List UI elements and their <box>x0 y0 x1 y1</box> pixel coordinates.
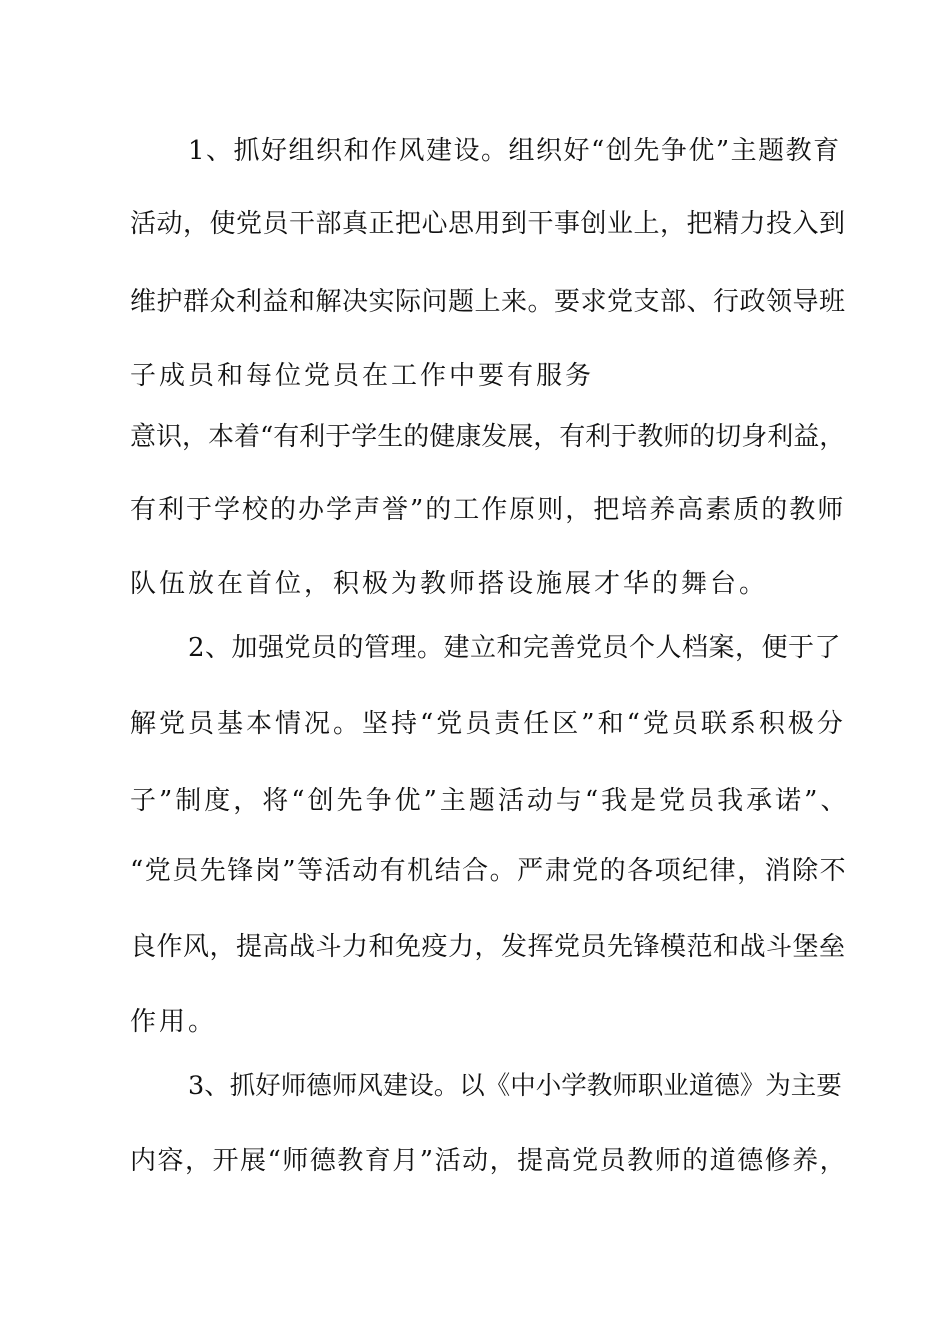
text-line: 解党员基本情况。坚持“党员责任区”和“党员联系积极分 <box>130 709 846 739</box>
text-line: 内容，开展“师德教育月”活动，提高党员教师的道德修养， <box>130 1146 848 1176</box>
text-line: “党员先锋岗”等活动有机结合。严肃党的各项纪律，消除不 <box>130 856 848 886</box>
text-line: 1、抓好组织和作风建设。组织好“创先争优”主题教育 <box>188 136 841 166</box>
text-line: 维护群众利益和解决实际问题上来。要求党支部、行政领导班 <box>130 287 846 317</box>
text-line: 子”制度，将“创先争优”主题活动与“我是党员我承诺”、 <box>130 786 850 816</box>
text-line: 2、加强党员的管理。建立和完善党员个人档案，便于了 <box>188 633 842 663</box>
text-line: 活动，使党员干部真正把心思用到干事创业上，把精力投入到 <box>130 209 846 239</box>
text-line: 子成员和每位党员在工作中要有服务 <box>130 361 595 391</box>
text-line: 作用。 <box>130 1007 218 1037</box>
text-line: 队伍放在首位，积极为教师搭设施展才华的舞台。 <box>130 569 769 599</box>
text-line: 3、抓好师德师风建设。以《中小学教师职业道德》为主要 <box>188 1071 842 1101</box>
text-line: 有利于学校的办学声誉”的工作原则，把培养高素质的教师 <box>130 495 846 525</box>
text-line: 意识，本着“有利于学生的健康发展，有利于教师的切身利益， <box>130 422 846 452</box>
text-line: 良作风，提高战斗力和免疫力，发挥党员先锋模范和战斗堡垒 <box>130 932 846 962</box>
